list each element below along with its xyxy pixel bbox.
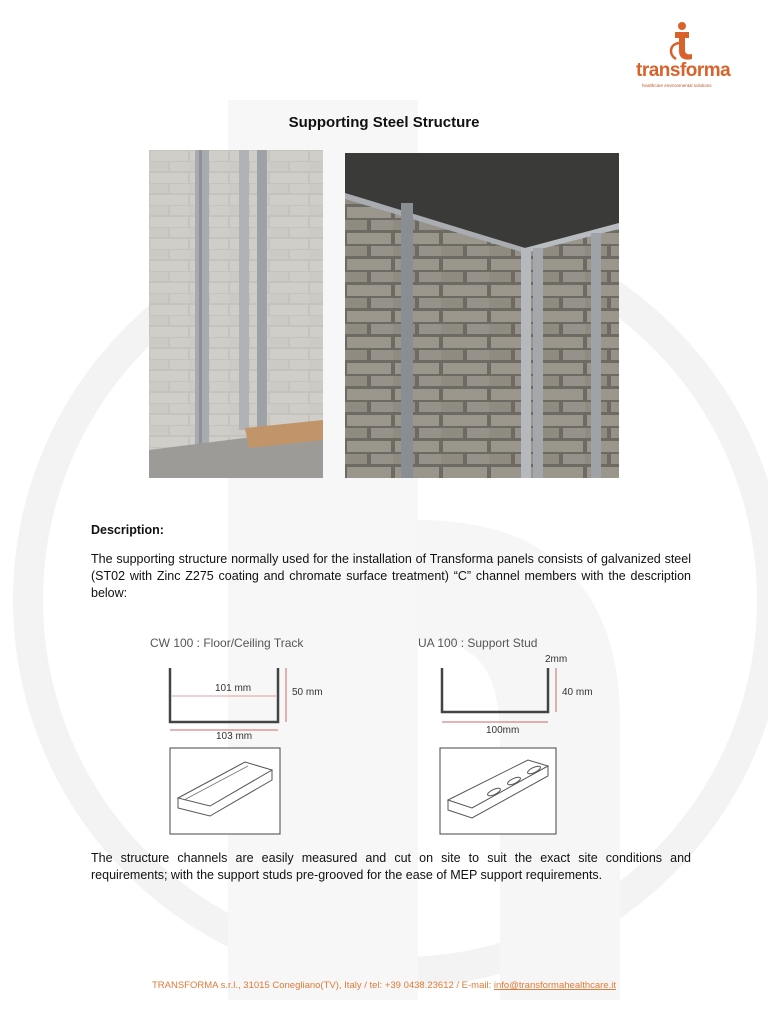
ua-diagram-title: UA 100 : Support Stud bbox=[418, 636, 538, 650]
ua-width: 100mm bbox=[486, 725, 520, 736]
photo-steel-studs-left bbox=[149, 150, 323, 478]
description-heading: Description: bbox=[91, 523, 164, 537]
footer-address: TRANSFORMA s.r.l., 31015 Conegliano(TV), Italy / tel: +39 0438.23612 / E-mail: bbox=[151, 980, 494, 991]
ua-stud-diagram bbox=[430, 650, 610, 850]
ua-height: 40 mm bbox=[562, 687, 593, 698]
cw-height: 50 mm bbox=[292, 687, 323, 698]
logo-tagline: healthcare environmental solutions bbox=[642, 83, 712, 88]
footer bbox=[0, 980, 768, 991]
description-paragraph: The supporting structure normally used for the installation of Transforma panels consists of galvanized steel (ST02 with Zinc Z275 coating and chromate surface treatment) “C” channel members with the description below: bbox=[91, 552, 691, 600]
footer-email-link[interactable]: info@transformahealthcare.it bbox=[493, 980, 617, 991]
ua-thickness: 2mm bbox=[545, 654, 568, 665]
logo-icon bbox=[628, 20, 738, 64]
page-title: Supporting Steel Structure bbox=[288, 114, 480, 131]
cw-outer-width: 103 mm bbox=[216, 731, 253, 742]
cw-inner-width: 101 mm bbox=[215, 683, 252, 694]
cw-diagram-title: CW 100 : Floor/Ceiling Track bbox=[150, 636, 304, 650]
description-paragraph-2: The structure channels are easily measured and cut on site to suit the exact site conditions and requirements; with the support studs pre-grooved for the ease of MEP support requirements. bbox=[91, 851, 691, 882]
logo-wordmark: transforma bbox=[636, 60, 731, 81]
brand-logo bbox=[628, 20, 738, 92]
photo-steel-studs-right bbox=[345, 153, 619, 478]
cw-track-diagram bbox=[160, 650, 340, 850]
